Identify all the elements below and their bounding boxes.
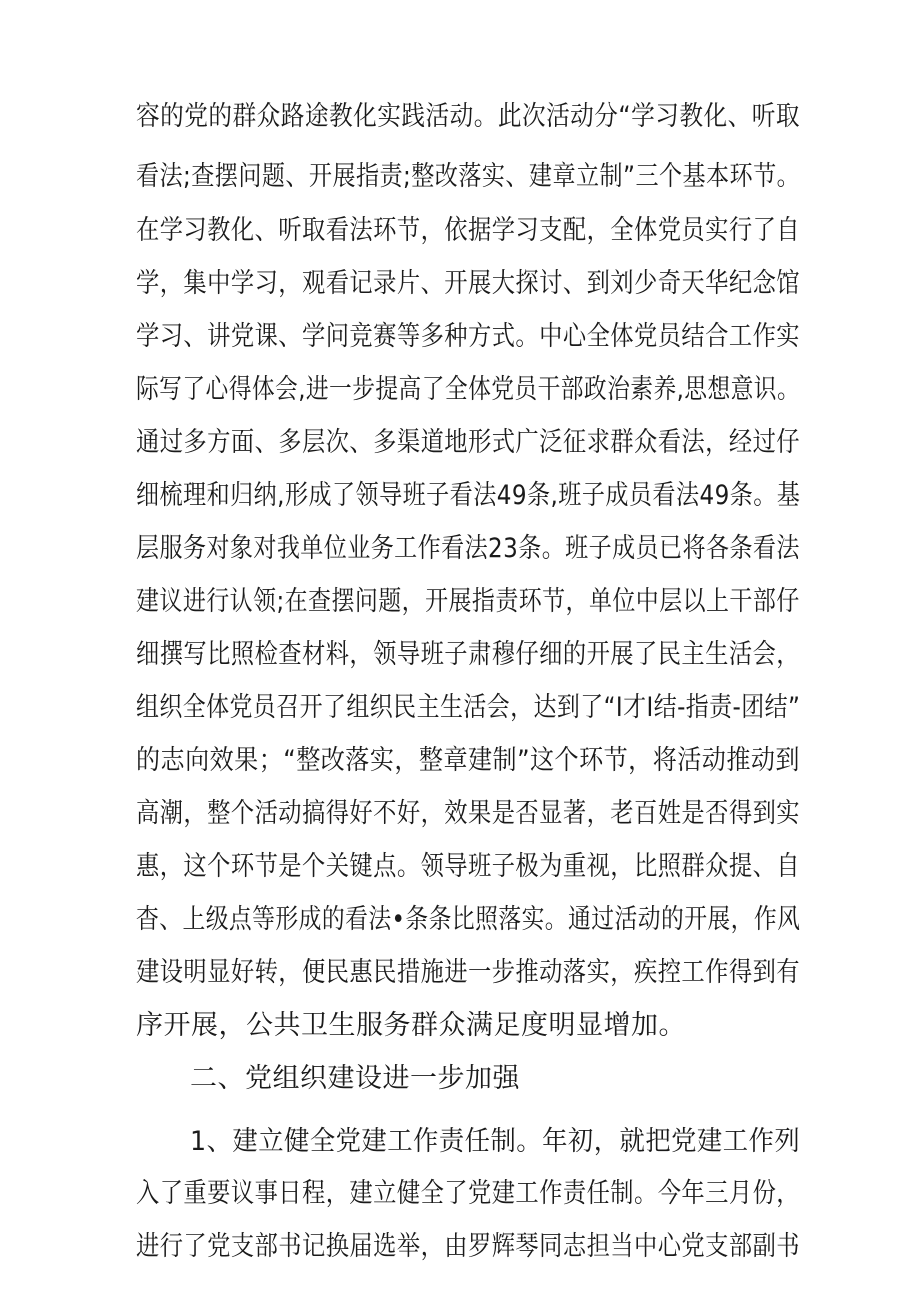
body-text-line: 建设明显好转，便民惠民措施进一步推动落实，疾控工作得到有 (136, 957, 800, 988)
body-text-line: 通过多方面、多层次、多渠道地形式广泛征求群众看法，经过仔 (136, 427, 800, 458)
body-text-line: 1、建立健全党建工作责任制。年初，就把党建工作列 (190, 1126, 801, 1157)
body-text-line: 在学习教化、听取看法环节，依据学习支配，全体党员实行了自 (136, 215, 800, 246)
body-text-line: 细梳理和归纳,形成了领导班子看法49条,班子成员看法49条。基 (136, 480, 801, 511)
body-text-line: 看法;查摆问题、开展指责;整改落实、建章立制”三个基本环节。 (136, 161, 801, 192)
body-text-line: 入了重要议事日程，建立健全了党建工作责任制。今年三月份， (136, 1178, 800, 1209)
body-text-line: 杳、上级点等形成的看法•条条比照落实。通过活动的开展，作风 (136, 904, 801, 935)
body-text-line: 层服务对象对我单位业务工作看法23条。班子成员已将各条看法 (136, 533, 800, 564)
body-text-line: 学，集中学习，观看记录片、开展大探讨、到刘少奇天华纪念馆 (136, 268, 800, 299)
body-text-line: 的志向效果；“整改落实，整章建制”这个环节，将活动推动到 (136, 745, 800, 776)
body-text-line: 建议进行认领;在查摆问题，开展指责环节，单位中层以上干部仔 (136, 586, 800, 617)
body-text-line: 容的党的群众路途教化实践活动。此次活动分“学习教化、听取 (136, 101, 800, 132)
body-text-line: 学习、讲党课、学问竞赛等多种方式。中心全体党员结合工作实 (136, 321, 800, 352)
body-text-line: 进行了党支部书记换届选举，由罗辉琴同志担当中心党支部副书 (136, 1231, 800, 1262)
body-text-line: 惠，这个环节是个关键点。领导班子极为重视，比照群众提、自 (136, 851, 800, 882)
body-text-line: 际写了心得体会,进一步提高了全体党员干部政治素养,思想意识。 (136, 374, 801, 405)
section-heading: 二、党组织建设进一步加强 (190, 1063, 520, 1094)
body-text-line: 序开展，公共卫生服务群众满足度明显增加。 (136, 1010, 686, 1041)
body-text-line: 组织全体党员召开了组织民主生活会，达到了“I才I结-指责-团结” (136, 692, 801, 723)
body-text-line: 高潮，整个活动搞得好不好，效果是否显著，老百姓是否得到实 (136, 798, 800, 829)
body-text-line: 细撰写比照检查材料，领导班子肃穆仔细的开展了民主生活会， (136, 639, 800, 670)
